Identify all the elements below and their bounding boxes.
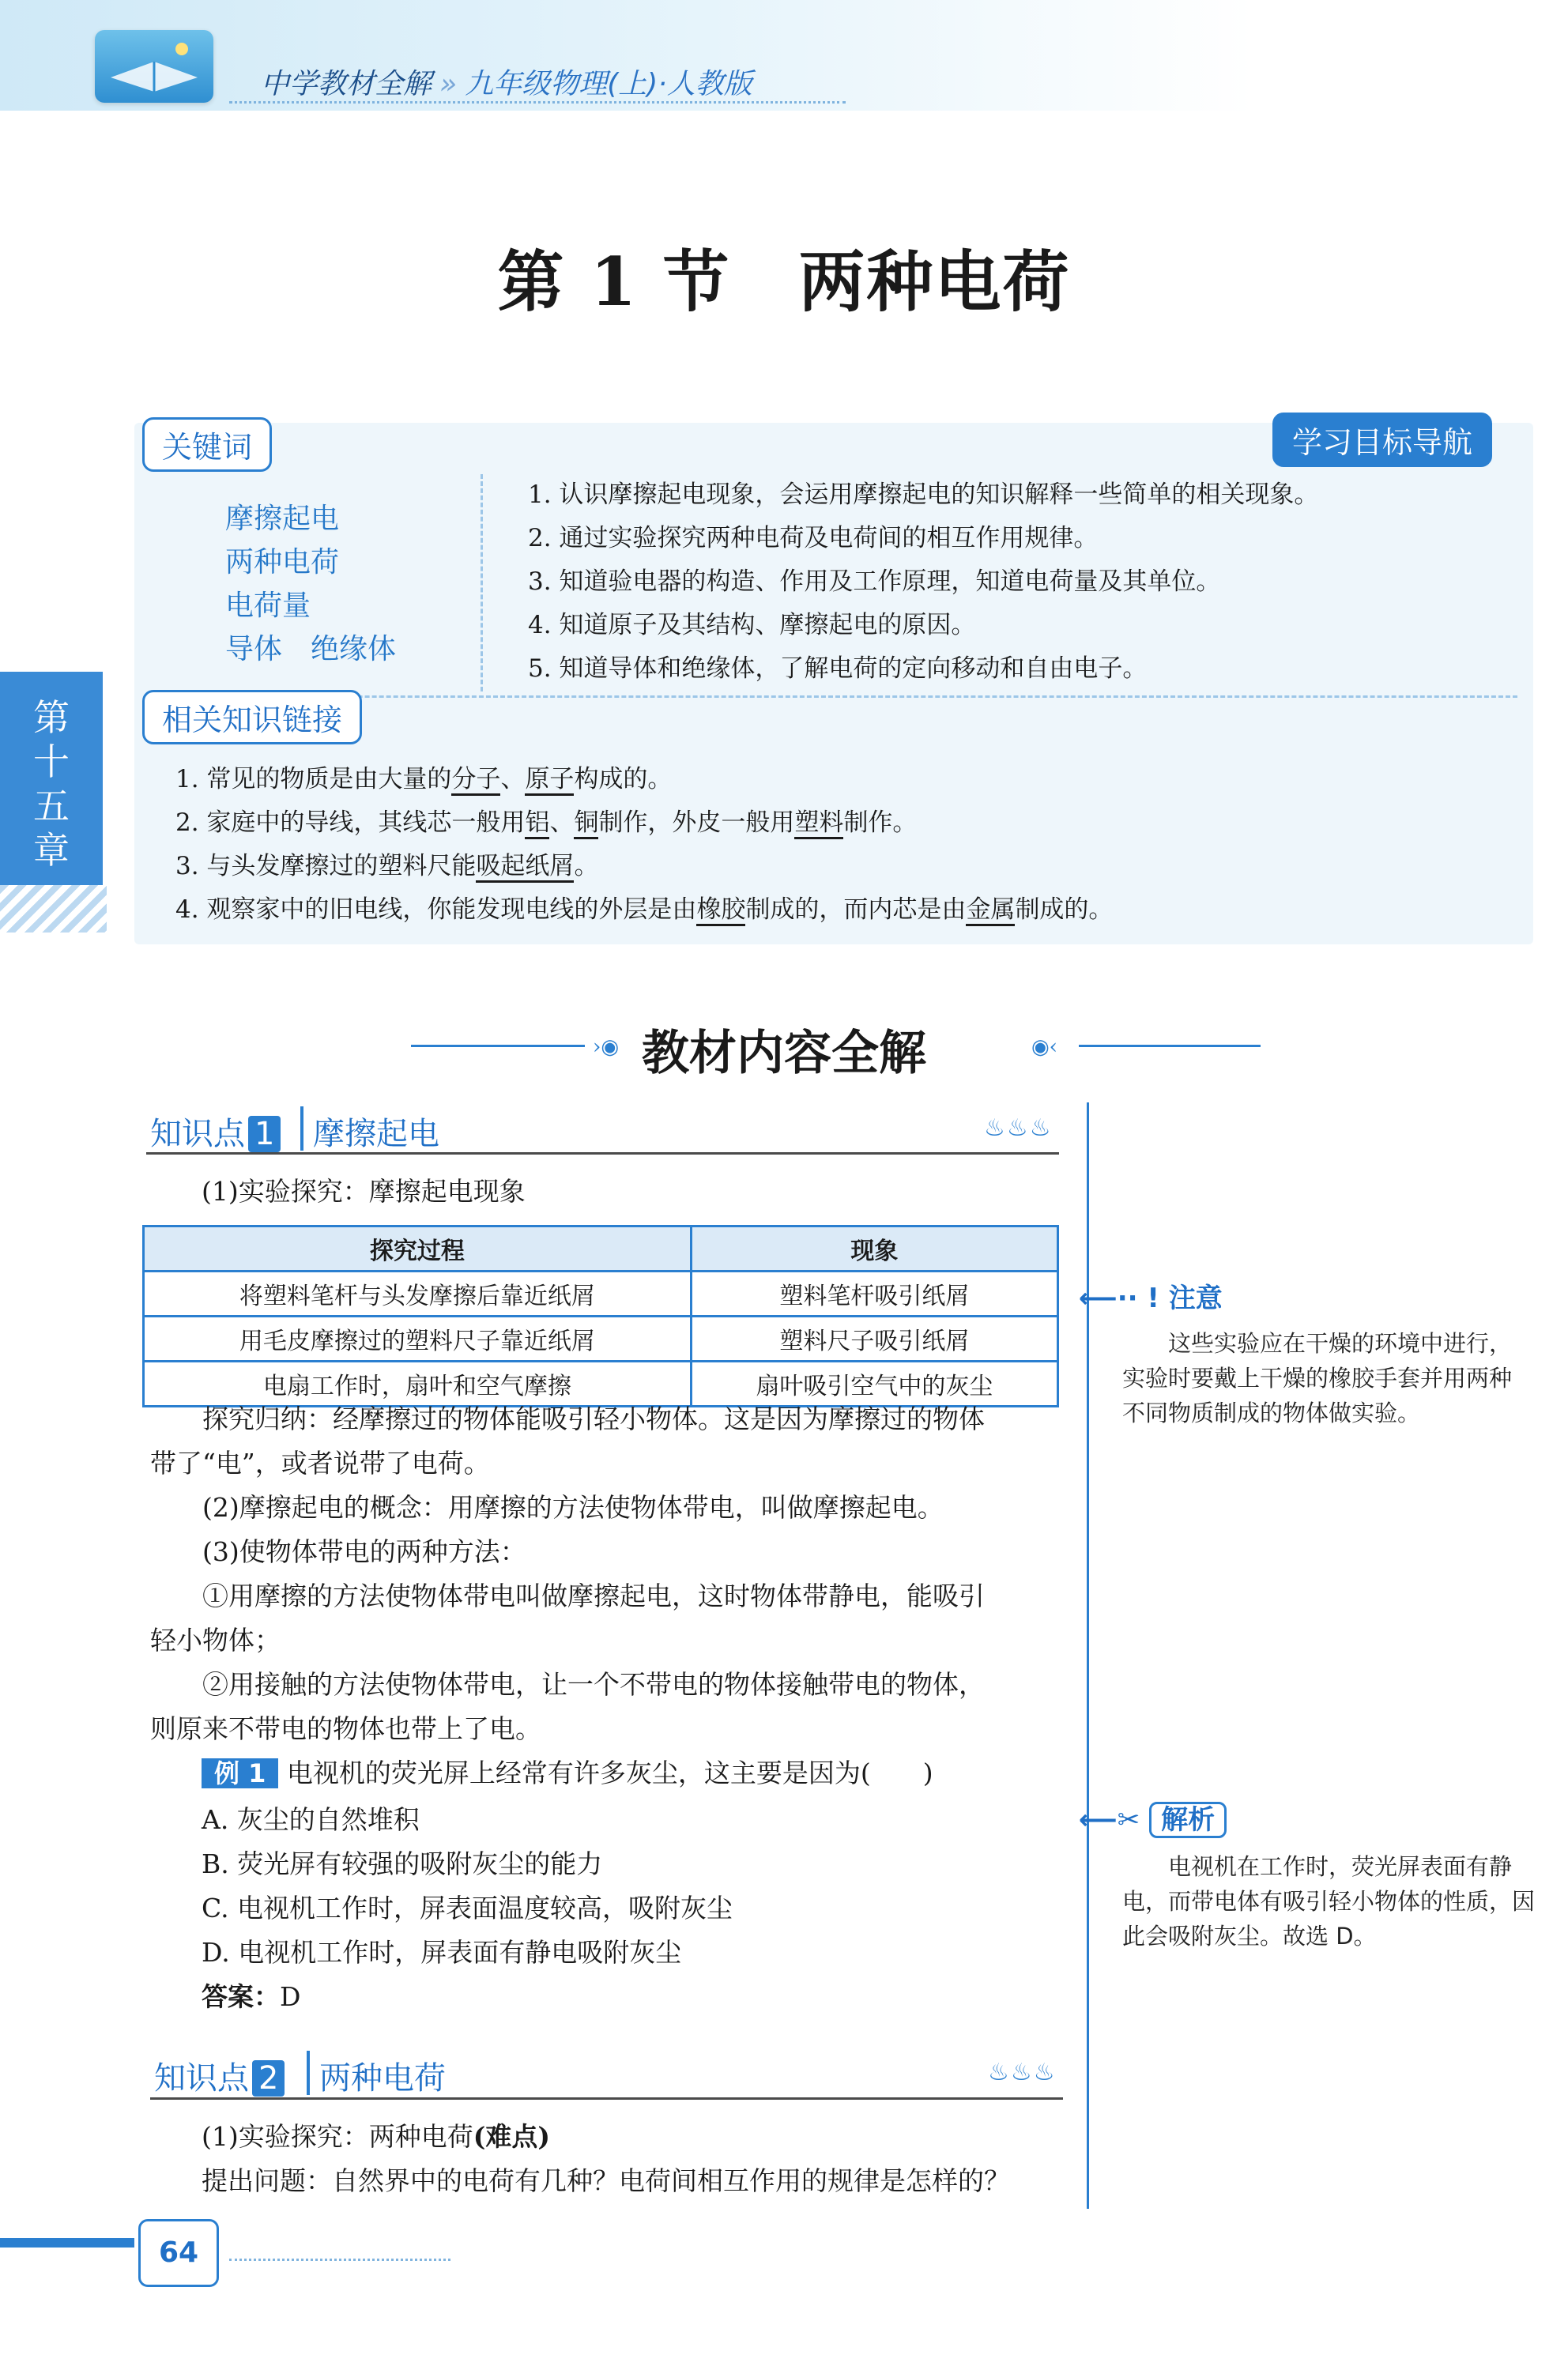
chevron-right-icon: » <box>439 68 458 100</box>
section-title: 教材内容全解 <box>642 1026 926 1081</box>
keyword-item: 两种电荷 <box>225 546 340 578</box>
answer: 答案：D <box>202 1981 301 2012</box>
objective-item: 5. 知道导体和绝缘体，了解电荷的定向移动和自由电子。 <box>528 654 1148 683</box>
section-rule-right <box>1079 1045 1261 1047</box>
related-item: 4. 观察家中的旧电线，你能发现电线的外层是由橡胶制成的，而内芯是由金属制成的。 <box>175 889 1113 925</box>
paragraph: ②用接触的方法使物体带电，让一个不带电的物体接触带电的物体， <box>150 1669 985 1700</box>
exclamation-icon: ! <box>1147 1283 1159 1314</box>
objectives-tag: 学习目标导航 <box>1272 413 1492 467</box>
analysis-line: 电视机在工作时，荧光屏表面有静 <box>1122 1853 1513 1880</box>
panel-divider <box>158 695 1517 698</box>
objective-item: 4. 知道原子及其结构、摩擦起电的原因。 <box>528 611 976 639</box>
chapter-side-tab: 第 十 五 章 <box>0 672 103 925</box>
option: C. 电视机工作时，屏表面温度较高，吸附灰尘 <box>202 1893 733 1924</box>
header-title <box>261 62 752 102</box>
caution-line: 实验时要戴上干燥的橡胶手套并用两种 <box>1122 1365 1513 1392</box>
paragraph: 带了“电”，或者说带了电荷。 <box>150 1448 490 1479</box>
example-tag: 例 1 <box>202 1758 278 1788</box>
side-stripes <box>0 885 107 933</box>
paragraph: (2)摩擦起电的概念：用摩擦的方法使物体带电，叫做摩擦起电。 <box>150 1492 944 1523</box>
caution-line: 这些实验应在干燥的环境中进行， <box>1122 1330 1513 1357</box>
header-band <box>0 0 1568 111</box>
kp1-exp-title: (1)实验探究：摩擦起电现象 <box>202 1176 526 1207</box>
objective-item: 2. 通过实验探究两种电荷及电荷间的相互作用规律。 <box>528 524 1099 552</box>
keyword-item: 电荷量 <box>225 590 311 622</box>
kp2-line: 提出问题：自然界中的电荷有几种？电荷间相互作用的规律是怎样的？ <box>202 2165 1010 2196</box>
example-1 <box>202 1751 933 1795</box>
kp1-name: 摩擦起电 <box>313 1116 439 1152</box>
footer-rule <box>229 2259 450 2261</box>
option: B. 荧光屏有较强的吸附灰尘的能力 <box>202 1848 603 1879</box>
chevron-left-icon: ◉‹ <box>1031 1035 1058 1059</box>
table-row: 用毛皮摩擦过的塑料尺子靠近纸屑 塑料尺子吸引纸屑 <box>144 1317 1058 1362</box>
keywords-tag: 关键词 <box>142 417 272 472</box>
footer-bar <box>0 2238 134 2248</box>
analysis-line: 电，而带电体有吸引轻小物体的性质，因 <box>1122 1888 1536 1915</box>
kp2-rule <box>150 2097 1063 2100</box>
margin-rule <box>1087 1102 1089 2209</box>
book-subtitle: 九年级物理(上)·人教版 <box>465 68 752 100</box>
arrow-icon: ⟵·· <box>1079 1283 1148 1314</box>
flame-icon: ♨♨♨ <box>984 1114 1053 1142</box>
kp2-divider <box>307 2051 310 2095</box>
related-item: 1. 常见的物质是由大量的分子、原子构成的。 <box>175 759 672 794</box>
kp1-label: 知识点 1 <box>150 1109 284 1154</box>
analysis-line: 此会吸附灰尘。故选 D。 <box>1122 1923 1377 1950</box>
related-tag: 相关知识链接 <box>142 690 362 744</box>
chapter-title: 第 1 节 两种电荷 <box>497 243 1071 321</box>
objective-item: 3. 知道验电器的构造、作用及工作原理，知道电荷量及其单位。 <box>528 567 1221 596</box>
paragraph: 则原来不带电的物体也带上了电。 <box>150 1713 541 1744</box>
paragraph: 轻小物体； <box>150 1625 281 1656</box>
kp2-line: (1)实验探究：两种电荷(难点) <box>202 2121 550 2152</box>
kp1-rule <box>146 1152 1059 1155</box>
book-logo-icon <box>95 30 213 103</box>
panel-divider <box>481 474 483 691</box>
keyword-item: 摩擦起电 <box>225 503 340 535</box>
related-item: 2. 家庭中的导线，其线芯一般用铝、铜制作，外皮一般用塑料制作。 <box>175 802 917 838</box>
paragraph: 探究归纳：经摩擦过的物体能吸引轻小物体。这是因为摩擦过的物体 <box>150 1404 985 1434</box>
page-number: 64 <box>138 2219 219 2287</box>
header-rule <box>229 101 846 104</box>
keyword-item: 导体 绝缘体 <box>225 633 397 665</box>
table-row: 电扇工作时，扇叶和空气摩擦 扇叶吸引空气中的灰尘 <box>144 1362 1058 1407</box>
book-title: 中学教材全解 <box>261 68 432 100</box>
caution-note-head: ⟵·· ! 注意 <box>1079 1283 1223 1314</box>
paragraph: ①用摩擦的方法使物体带电叫做摩擦起电，这时物体带静电，能吸引 <box>150 1581 985 1611</box>
analysis-note-head: ⟵✂ 解析 <box>1079 1798 1227 1837</box>
scissors-icon: ⟵✂ <box>1079 1804 1150 1836</box>
table-header: 探究过程 <box>144 1226 692 1272</box>
caution-line: 不同物质制成的物体做实验。 <box>1122 1400 1421 1426</box>
option: A. 灰尘的自然堆积 <box>202 1804 420 1835</box>
experiment-table <box>142 1225 1059 1407</box>
example-question: 电视机的荧光屏上经常有许多灰尘，这主要是因为( ) <box>286 1758 933 1788</box>
kp2-name: 两种电荷 <box>319 2060 446 2097</box>
option: D. 电视机工作时，屏表面有静电吸附灰尘 <box>202 1937 682 1968</box>
paragraph: (3)使物体带电的两种方法： <box>150 1536 526 1567</box>
flame-icon: ♨♨♨ <box>988 2059 1057 2086</box>
related-item: 3. 与头发摩擦过的塑料尺能吸起纸屑。 <box>175 846 598 881</box>
kp1-divider <box>300 1106 303 1151</box>
table-row: 将塑料笔杆与头发摩擦后靠近纸屑 塑料笔杆吸引纸屑 <box>144 1272 1058 1317</box>
kp2-label: 知识点 2 <box>154 2053 288 2098</box>
chevron-right-icon: ›◉ <box>593 1035 620 1059</box>
table-header: 现象 <box>691 1226 1057 1272</box>
objective-item: 1. 认识摩擦起电现象，会运用摩擦起电的知识解释一些简单的相关现象。 <box>528 480 1319 509</box>
